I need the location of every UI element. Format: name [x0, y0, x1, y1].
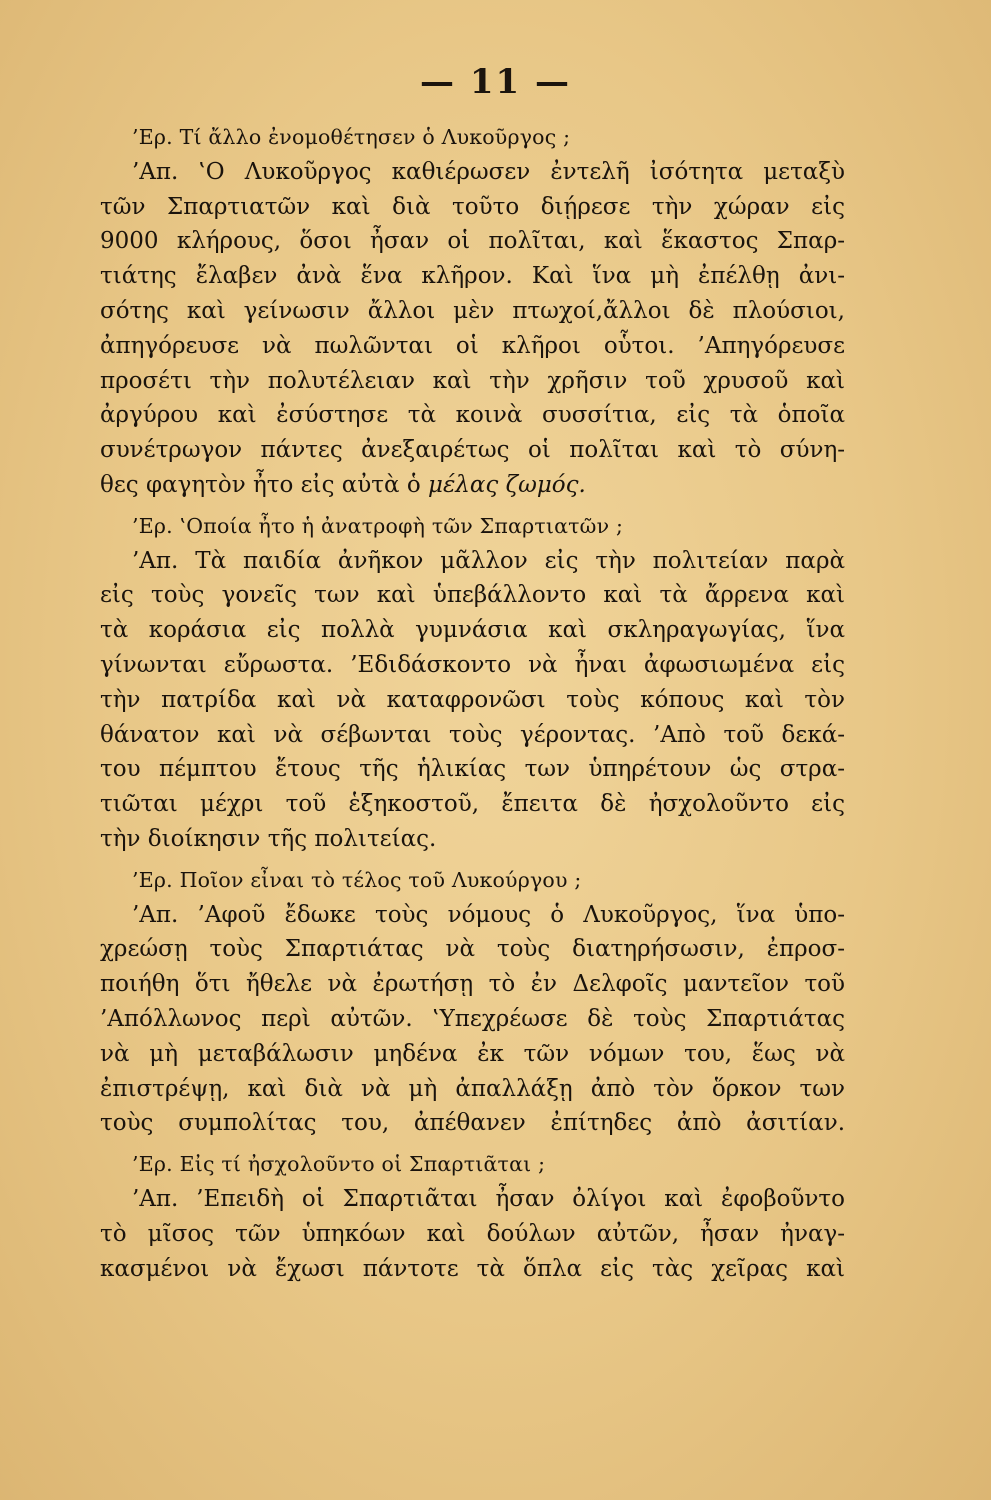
answer-1-line: τιάτης ἔλαβεν ἀνὰ ἕνα κλῆρον. Καὶ ἵνα μὴ ἐπέλθῃ ἀνι- [100, 263, 845, 290]
answer-1-line: 9000 κλήρους, ὅσοι ἦσαν οἱ πολῖται, καὶ ἕκαστος Σπαρ- [100, 228, 845, 255]
answer-2-line: γίνωνται εὔρωστα. ’Εδιδάσκοντο νὰ ἦναι ἀφωσιωμένα εἰς [100, 651, 845, 678]
answer-3-line: νὰ μὴ μεταβάλωσιν μηδένα ἐκ τῶν νόμων του, ἕως νὰ [100, 1040, 845, 1067]
answer-2-line: θάνατον καὶ νὰ σέβωνται τοὺς γέροντας. ’Απὸ τοῦ δεκά- [100, 721, 845, 748]
answer-3-last-line: τοὺς συμπολίτας του, ἀπέθανεν ἐπίτηδες ἀπὸ ἀσιτίαν. [100, 1110, 845, 1137]
answer-2-line: του πέμπτου ἔτους τῆς ἡλικίας των ὑπηρέτουν ὡς στρα- [100, 756, 845, 783]
question-1: ’Ερ. Τί ἄλλο ἐνομοθέτησεν ὁ Λυκοῦργος ; [132, 125, 571, 149]
answer-1-italic-term: μέλας ζωμός. [428, 471, 586, 498]
answer-3-line: ἐπιστρέψῃ, καὶ διὰ νὰ μὴ ἀπαλλάξῃ ἀπὸ τὸν ὅρκον των [100, 1075, 845, 1102]
answer-1-line: τῶν Σπαρτιατῶν καὶ διὰ τοῦτο διῄρεσε τὴν χώραν εἰς [100, 193, 845, 220]
question-4: ’Ερ. Εἰς τί ἠσχολοῦντο οἱ Σπαρτιᾶται ; [132, 1152, 546, 1177]
answer-1-last-line [100, 468, 845, 503]
answer-1-line: ἀπηγόρευσε νὰ πωλῶνται οἱ κλῆροι οὗτοι. ’Απηγόρευσε [100, 332, 845, 359]
question-2: ’Ερ. ‛Οποία ἦτο ἡ ἀνατροφὴ τῶν Σπαρτιατῶν ; [132, 513, 624, 538]
answer-2-line: ’Απ. Τὰ παιδία ἀνῆκον μᾶλλον εἰς τὴν πολιτείαν παρὰ [132, 547, 845, 574]
question-3: ’Ερ. Ποῖον εἶναι τὸ τέλος τοῦ Λυκούργου ; [132, 867, 582, 892]
answer-1-line: ἀργύρου καὶ ἐσύστησε τὰ κοινὰ συσσίτια, εἰς τὰ ὁποῖα [100, 402, 845, 429]
answer-3-line: ’Απόλλωνος περὶ αὐτῶν. ‛Υπεχρέωσε δὲ τοὺς Σπαρτιάτας [100, 1005, 845, 1032]
answer-1-last-text: θες φαγητὸν ἦτο εἰς αὐτὰ ὁ [100, 471, 421, 498]
answer-2-line: τιῶται μέχρι τοῦ ἑξηκοστοῦ, ἔπειτα δὲ ἠσχολοῦντο εἰς [100, 791, 845, 818]
page-text [100, 120, 845, 1286]
answer-3-line: ’Απ. ’Αφοῦ ἔδωκε τοὺς νόμους ὁ Λυκοῦργος, ἵνα ὑπο- [132, 901, 845, 928]
answer-1-line: ’Απ. ‛Ο Λυκοῦργος καθιέρωσεν ἐντελῆ ἰσότητα μεταξὺ [132, 158, 845, 185]
answer-1-line: σότης καὶ γείνωσιν ἄλλοι μὲν πτωχοί,ἄλλοι δὲ πλούσιοι, [100, 297, 845, 324]
answer-1-line: προσέτι τὴν πολυτέλειαν καὶ τὴν χρῆσιν τοῦ χρυσοῦ καὶ [100, 367, 845, 394]
answer-2-line: τὴν πατρίδα καὶ νὰ καταφρονῶσι τοὺς κόπους καὶ τὸν [100, 686, 845, 713]
answer-2-last-line: τὴν διοίκησιν τῆς πολιτείας. [100, 825, 437, 852]
answer-4-line: τὸ μῖσος τῶν ὑπηκόων καὶ δούλων αὐτῶν, ἦσαν ἠναγ- [100, 1220, 845, 1247]
page-number: — 11 — [420, 62, 571, 102]
answer-3-line: ποιήθη ὅτι ἤθελε νὰ ἐρωτήσῃ τὸ ἐν Δελφοῖς μαντεῖον τοῦ [100, 971, 845, 998]
answer-4-line: κασμένοι νὰ ἔχωσι πάντοτε τὰ ὅπλα εἰς τὰς χεῖρας καὶ [100, 1255, 845, 1282]
answer-4-line: ’Απ. ’Επειδὴ οἱ Σπαρτιᾶται ἦσαν ὀλίγοι καὶ ἐφοβοῦντο [132, 1185, 845, 1212]
answer-2-line: εἰς τοὺς γονεῖς των καὶ ὑπεβάλλοντο καὶ τὰ ἄρρενα καὶ [100, 582, 845, 609]
answer-2-line: τὰ κοράσια εἰς πολλὰ γυμνάσια καὶ σκληραγωγίας, ἵνα [100, 617, 845, 644]
answer-1-line: συνέτρωγον πάντες ἀνεξαιρέτως οἱ πολῖται καὶ τὸ σύνη- [100, 437, 845, 464]
answer-3-line: χρεώσῃ τοὺς Σπαρτιάτας νὰ τοὺς διατηρήσωσιν, ἐπροσ- [100, 936, 845, 963]
